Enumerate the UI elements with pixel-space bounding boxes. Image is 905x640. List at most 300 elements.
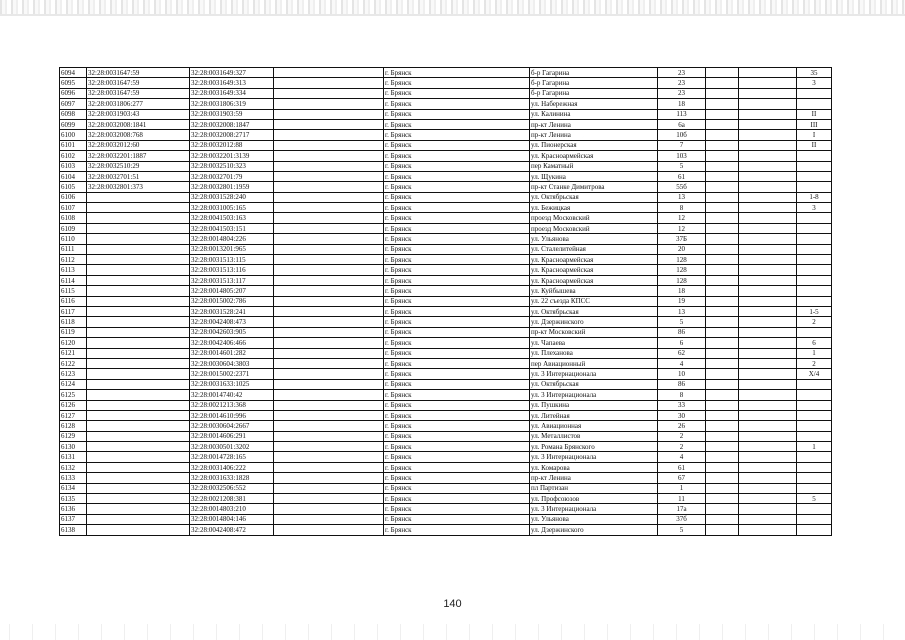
apartment-number xyxy=(797,504,832,514)
house-number: 113 xyxy=(658,109,706,119)
row-number: 6127 xyxy=(60,410,87,420)
cadastral-number-old xyxy=(87,275,190,285)
city: г. Брянск xyxy=(384,504,530,514)
table-row xyxy=(60,400,832,410)
street: ул. Сталелитейная xyxy=(530,244,658,254)
cadastral-number-new: 32:28:0031513:115 xyxy=(190,255,274,265)
city: г. Брянск xyxy=(384,327,530,337)
empty-cell xyxy=(706,473,739,483)
row-number: 6094 xyxy=(60,68,87,78)
table-row xyxy=(60,171,832,181)
row-number: 6134 xyxy=(60,483,87,493)
empty-cell xyxy=(274,130,384,140)
city: г. Брянск xyxy=(384,182,530,192)
row-number: 6129 xyxy=(60,431,87,441)
page-number: 140 xyxy=(443,598,462,610)
house-number: 11 xyxy=(658,494,706,504)
cadastral-number-old xyxy=(87,213,190,223)
empty-cell xyxy=(739,265,797,275)
house-number: 23 xyxy=(658,68,706,78)
empty-cell xyxy=(739,400,797,410)
empty-cell xyxy=(274,421,384,431)
cadastral-number-old: 32:28:0032701:51 xyxy=(87,171,190,181)
cadastral-number-new: 32:28:0042603:905 xyxy=(190,327,274,337)
city: г. Брянск xyxy=(384,369,530,379)
cadastral-number-old xyxy=(87,265,190,275)
empty-cell xyxy=(739,327,797,337)
table-row xyxy=(60,161,832,171)
cadastral-number-new: 32:28:0042408:472 xyxy=(190,525,274,535)
table-body xyxy=(60,68,832,536)
cadastral-number-new: 32:28:0013201:965 xyxy=(190,244,274,254)
street: ул. Авиационная xyxy=(530,421,658,431)
cadastral-number-new: 32:28:0032008:1847 xyxy=(190,119,274,129)
house-number: 62 xyxy=(658,348,706,358)
table-row xyxy=(60,494,832,504)
house-number: 12 xyxy=(658,213,706,223)
empty-cell xyxy=(274,390,384,400)
house-number: 1 xyxy=(658,483,706,493)
cadastral-number-old xyxy=(87,421,190,431)
cadastral-number-new: 32:28:0031806:319 xyxy=(190,99,274,109)
empty-cell xyxy=(739,358,797,368)
cadastral-number-old xyxy=(87,327,190,337)
street: ул. Октябрьская xyxy=(530,306,658,316)
empty-cell xyxy=(706,88,739,98)
house-number: 2 xyxy=(658,442,706,452)
cadastral-number-old xyxy=(87,452,190,462)
street: б-р Гагарина xyxy=(530,78,658,88)
city: г. Брянск xyxy=(384,421,530,431)
empty-cell xyxy=(706,327,739,337)
cadastral-number-new: 32:28:0014803:210 xyxy=(190,504,274,514)
cadastral-number-new: 32:28:0031903:59 xyxy=(190,109,274,119)
row-number: 6119 xyxy=(60,327,87,337)
cadastral-number-old xyxy=(87,390,190,400)
empty-cell xyxy=(706,255,739,265)
street: ул. Металлистов xyxy=(530,431,658,441)
street: ул. Красноармейская xyxy=(530,151,658,161)
row-number: 6118 xyxy=(60,317,87,327)
table-row xyxy=(60,338,832,348)
city: г. Брянск xyxy=(384,483,530,493)
empty-cell xyxy=(706,504,739,514)
empty-cell xyxy=(274,275,384,285)
street: ул. Плеханова xyxy=(530,348,658,358)
table-row xyxy=(60,379,832,389)
table-row xyxy=(60,286,832,296)
empty-cell xyxy=(274,182,384,192)
empty-cell xyxy=(739,410,797,420)
empty-cell xyxy=(739,255,797,265)
city: г. Брянск xyxy=(384,452,530,462)
street: ул. Романа Брянского xyxy=(530,442,658,452)
empty-cell xyxy=(274,88,384,98)
city: г. Брянск xyxy=(384,514,530,524)
street: ул. Щукина xyxy=(530,171,658,181)
city: г. Брянск xyxy=(384,140,530,150)
empty-cell xyxy=(706,431,739,441)
street: ул. 22 съезда КПСС xyxy=(530,296,658,306)
empty-cell xyxy=(706,151,739,161)
apartment-number xyxy=(797,514,832,524)
apartment-number xyxy=(797,171,832,181)
row-number: 6116 xyxy=(60,296,87,306)
row-number: 6102 xyxy=(60,151,87,161)
empty-cell xyxy=(274,338,384,348)
cadastral-number-old xyxy=(87,514,190,524)
empty-cell xyxy=(274,68,384,78)
cadastral-number-old: 32:28:0031647:59 xyxy=(87,88,190,98)
cadastral-number-old xyxy=(87,234,190,244)
cadastral-number-new: 32:28:0041503:163 xyxy=(190,213,274,223)
apartment-number xyxy=(797,213,832,223)
cadastral-number-new: 32:28:0031513:117 xyxy=(190,275,274,285)
table-row xyxy=(60,223,832,233)
row-number: 6123 xyxy=(60,369,87,379)
house-number: 30 xyxy=(658,410,706,420)
empty-cell xyxy=(274,525,384,535)
cadastral-number-old: 32:28:0032012:60 xyxy=(87,140,190,150)
cadastral-number-old xyxy=(87,483,190,493)
row-number: 6136 xyxy=(60,504,87,514)
city: г. Брянск xyxy=(384,338,530,348)
cadastral-number-new: 32:28:0032506:552 xyxy=(190,483,274,493)
empty-cell xyxy=(739,390,797,400)
street: пр-кт Ленина xyxy=(530,130,658,140)
apartment-number xyxy=(797,275,832,285)
row-number: 6099 xyxy=(60,119,87,129)
house-number: 18 xyxy=(658,99,706,109)
apartment-number: 2 xyxy=(797,317,832,327)
cadastral-number-new: 32:28:0015002:786 xyxy=(190,296,274,306)
apartment-number: II xyxy=(797,140,832,150)
empty-cell xyxy=(706,78,739,88)
apartment-number: 3 xyxy=(797,78,832,88)
apartment-number xyxy=(797,223,832,233)
empty-cell xyxy=(706,296,739,306)
table-row xyxy=(60,275,832,285)
street: ул. 3 Интернационала xyxy=(530,504,658,514)
apartment-number: X/4 xyxy=(797,369,832,379)
table-row xyxy=(60,410,832,420)
street: ул. Калинина xyxy=(530,109,658,119)
house-number: 13 xyxy=(658,192,706,202)
empty-cell xyxy=(739,234,797,244)
house-number: 18 xyxy=(658,286,706,296)
house-number: 23 xyxy=(658,78,706,88)
empty-cell xyxy=(274,234,384,244)
empty-cell xyxy=(739,369,797,379)
cadastral-number-new: 32:28:0015002:2371 xyxy=(190,369,274,379)
cadastral-number-old xyxy=(87,296,190,306)
table-row xyxy=(60,306,832,316)
cadastral-number-old: 32:28:0031903:43 xyxy=(87,109,190,119)
empty-cell xyxy=(274,296,384,306)
empty-cell xyxy=(274,223,384,233)
row-number: 6098 xyxy=(60,109,87,119)
cadastral-number-old xyxy=(87,317,190,327)
table-row xyxy=(60,390,832,400)
city: г. Брянск xyxy=(384,296,530,306)
apartment-number: 3 xyxy=(797,203,832,213)
table-row xyxy=(60,473,832,483)
cadastral-number-old: 32:28:0032201:1887 xyxy=(87,151,190,161)
table-row xyxy=(60,130,832,140)
city: г. Брянск xyxy=(384,119,530,129)
city: г. Брянск xyxy=(384,234,530,244)
empty-cell xyxy=(739,182,797,192)
table-row xyxy=(60,348,832,358)
cadastral-number-old xyxy=(87,286,190,296)
house-number: 37б xyxy=(658,514,706,524)
cadastral-number-new: 32:28:0031528:241 xyxy=(190,306,274,316)
table-row xyxy=(60,151,832,161)
empty-cell xyxy=(274,109,384,119)
apartment-number: I xyxy=(797,130,832,140)
empty-cell xyxy=(706,390,739,400)
cadastral-number-new: 32:28:0042406:466 xyxy=(190,338,274,348)
empty-cell xyxy=(739,119,797,129)
city: г. Брянск xyxy=(384,203,530,213)
empty-cell xyxy=(706,452,739,462)
street: ул. 3 Интернационала xyxy=(530,369,658,379)
city: г. Брянск xyxy=(384,255,530,265)
empty-cell xyxy=(739,296,797,306)
street: ул. Профсоюзов xyxy=(530,494,658,504)
empty-cell xyxy=(706,161,739,171)
empty-cell xyxy=(739,452,797,462)
house-number: 10б xyxy=(658,130,706,140)
cadastral-number-new: 32:28:0014610:996 xyxy=(190,410,274,420)
row-number: 6131 xyxy=(60,452,87,462)
empty-cell xyxy=(274,255,384,265)
row-number: 6104 xyxy=(60,171,87,181)
empty-cell xyxy=(706,338,739,348)
empty-cell xyxy=(739,99,797,109)
empty-cell xyxy=(706,244,739,254)
street: ул. Литейная xyxy=(530,410,658,420)
row-number: 6126 xyxy=(60,400,87,410)
cadastral-number-old xyxy=(87,306,190,316)
cadastral-number-old: 32:28:0032801:373 xyxy=(87,182,190,192)
street: пер Авиационный xyxy=(530,358,658,368)
house-number: 23 xyxy=(658,88,706,98)
empty-cell xyxy=(706,358,739,368)
city: г. Брянск xyxy=(384,171,530,181)
city: г. Брянск xyxy=(384,400,530,410)
empty-cell xyxy=(274,462,384,472)
cadastral-number-new: 32:28:0031649:313 xyxy=(190,78,274,88)
row-number: 6133 xyxy=(60,473,87,483)
empty-cell xyxy=(739,151,797,161)
empty-cell xyxy=(274,442,384,452)
city: г. Брянск xyxy=(384,130,530,140)
city: г. Брянск xyxy=(384,462,530,472)
empty-cell xyxy=(274,286,384,296)
cadastral-number-new: 32:28:0031633:1828 xyxy=(190,473,274,483)
row-number: 6128 xyxy=(60,421,87,431)
cadastral-number-new: 32:28:0032012:88 xyxy=(190,140,274,150)
cadastral-number-old xyxy=(87,379,190,389)
empty-cell xyxy=(274,171,384,181)
cadastral-number-old xyxy=(87,473,190,483)
empty-cell xyxy=(739,192,797,202)
row-number: 6113 xyxy=(60,265,87,275)
table-row xyxy=(60,255,832,265)
street: пр-кт Ленина xyxy=(530,473,658,483)
cadastral-number-new: 32:28:0031649:327 xyxy=(190,68,274,78)
house-number: 5 xyxy=(658,525,706,535)
table-row xyxy=(60,99,832,109)
apartment-number xyxy=(797,265,832,275)
cadastral-number-new: 32:28:0041503:151 xyxy=(190,223,274,233)
row-number: 6096 xyxy=(60,88,87,98)
cadastral-number-old xyxy=(87,494,190,504)
table-row xyxy=(60,68,832,78)
empty-cell xyxy=(739,78,797,88)
empty-cell xyxy=(274,306,384,316)
empty-cell xyxy=(274,213,384,223)
city: г. Брянск xyxy=(384,525,530,535)
empty-cell xyxy=(706,171,739,181)
empty-cell xyxy=(274,452,384,462)
city: г. Брянск xyxy=(384,348,530,358)
cadastral-number-new: 32:28:0014805:207 xyxy=(190,286,274,296)
table-row xyxy=(60,182,832,192)
table-row xyxy=(60,317,832,327)
city: г. Брянск xyxy=(384,88,530,98)
empty-cell xyxy=(274,244,384,254)
empty-cell xyxy=(274,265,384,275)
empty-cell xyxy=(706,348,739,358)
empty-cell xyxy=(274,400,384,410)
cadastral-number-new: 32:28:0030604:2667 xyxy=(190,421,274,431)
apartment-number xyxy=(797,296,832,306)
empty-cell xyxy=(706,442,739,452)
apartment-number xyxy=(797,483,832,493)
table-row xyxy=(60,192,832,202)
cadastral-number-new: 32:28:0032008:2717 xyxy=(190,130,274,140)
cadastral-number-new: 32:28:0030604:3803 xyxy=(190,358,274,368)
house-number: 37Б xyxy=(658,234,706,244)
cadastral-number-new: 32:28:0014804:146 xyxy=(190,514,274,524)
table-row xyxy=(60,203,832,213)
scan-edge-top xyxy=(0,0,905,14)
house-number: 103 xyxy=(658,151,706,161)
apartment-number xyxy=(797,327,832,337)
table-row xyxy=(60,213,832,223)
table-row xyxy=(60,119,832,129)
street: ул. Красноармейская xyxy=(530,265,658,275)
cadastral-number-new: 32:28:0014606:291 xyxy=(190,431,274,441)
city: г. Брянск xyxy=(384,223,530,233)
row-number: 6101 xyxy=(60,140,87,150)
cadastral-number-old xyxy=(87,462,190,472)
empty-cell xyxy=(739,483,797,493)
house-number: 19 xyxy=(658,296,706,306)
table-row xyxy=(60,514,832,524)
cadastral-number-old xyxy=(87,410,190,420)
cadastral-number-new: 32:28:0031005:165 xyxy=(190,203,274,213)
table-row xyxy=(60,265,832,275)
cadastral-number-old xyxy=(87,338,190,348)
empty-cell xyxy=(706,130,739,140)
table-row xyxy=(60,234,832,244)
house-number: 4 xyxy=(658,358,706,368)
cadastral-number-new: 32:28:0032801:1959 xyxy=(190,182,274,192)
cadastral-number-old: 32:28:0032008:768 xyxy=(87,130,190,140)
row-number: 6120 xyxy=(60,338,87,348)
street: б-р Гагарина xyxy=(530,88,658,98)
apartment-number xyxy=(797,99,832,109)
table-row xyxy=(60,358,832,368)
city: г. Брянск xyxy=(384,244,530,254)
house-number: 8 xyxy=(658,203,706,213)
apartment-number: 1 xyxy=(797,348,832,358)
empty-cell xyxy=(274,203,384,213)
cadastral-number-new: 32:28:0042408:473 xyxy=(190,317,274,327)
city: г. Брянск xyxy=(384,275,530,285)
empty-cell xyxy=(739,379,797,389)
empty-cell xyxy=(739,213,797,223)
apartment-number: 1-5 xyxy=(797,306,832,316)
apartment-number: 5 xyxy=(797,494,832,504)
city: г. Брянск xyxy=(384,410,530,420)
cadastral-number-old: 32:28:0032008:1841 xyxy=(87,119,190,129)
empty-cell xyxy=(739,317,797,327)
empty-cell xyxy=(706,317,739,327)
apartment-number xyxy=(797,379,832,389)
empty-cell xyxy=(706,109,739,119)
row-number: 6105 xyxy=(60,182,87,192)
city: г. Брянск xyxy=(384,390,530,400)
cadastral-number-old xyxy=(87,504,190,514)
empty-cell xyxy=(274,327,384,337)
empty-cell xyxy=(706,514,739,524)
cadastral-number-old xyxy=(87,400,190,410)
house-number: 55б xyxy=(658,182,706,192)
empty-cell xyxy=(739,68,797,78)
apartment-number xyxy=(797,182,832,192)
empty-cell xyxy=(739,223,797,233)
empty-cell xyxy=(274,369,384,379)
empty-cell xyxy=(274,140,384,150)
street: ул. Красноармейская xyxy=(530,275,658,285)
empty-cell xyxy=(739,88,797,98)
house-number: 128 xyxy=(658,265,706,275)
row-number: 6107 xyxy=(60,203,87,213)
empty-cell xyxy=(706,306,739,316)
street: ул. Ульянова xyxy=(530,234,658,244)
city: г. Брянск xyxy=(384,442,530,452)
empty-cell xyxy=(739,421,797,431)
street: проезд Московский xyxy=(530,213,658,223)
apartment-number xyxy=(797,473,832,483)
empty-cell xyxy=(274,379,384,389)
table-row xyxy=(60,296,832,306)
cadastral-number-old xyxy=(87,244,190,254)
empty-cell xyxy=(274,410,384,420)
cadastral-number-new: 32:28:0032201:3139 xyxy=(190,151,274,161)
house-number: 20 xyxy=(658,244,706,254)
street: пр-кт Станке Димитрова xyxy=(530,182,658,192)
row-number: 6132 xyxy=(60,462,87,472)
empty-cell xyxy=(739,244,797,254)
empty-cell xyxy=(706,68,739,78)
scan-edge-top-shadow xyxy=(0,14,905,16)
empty-cell xyxy=(706,213,739,223)
